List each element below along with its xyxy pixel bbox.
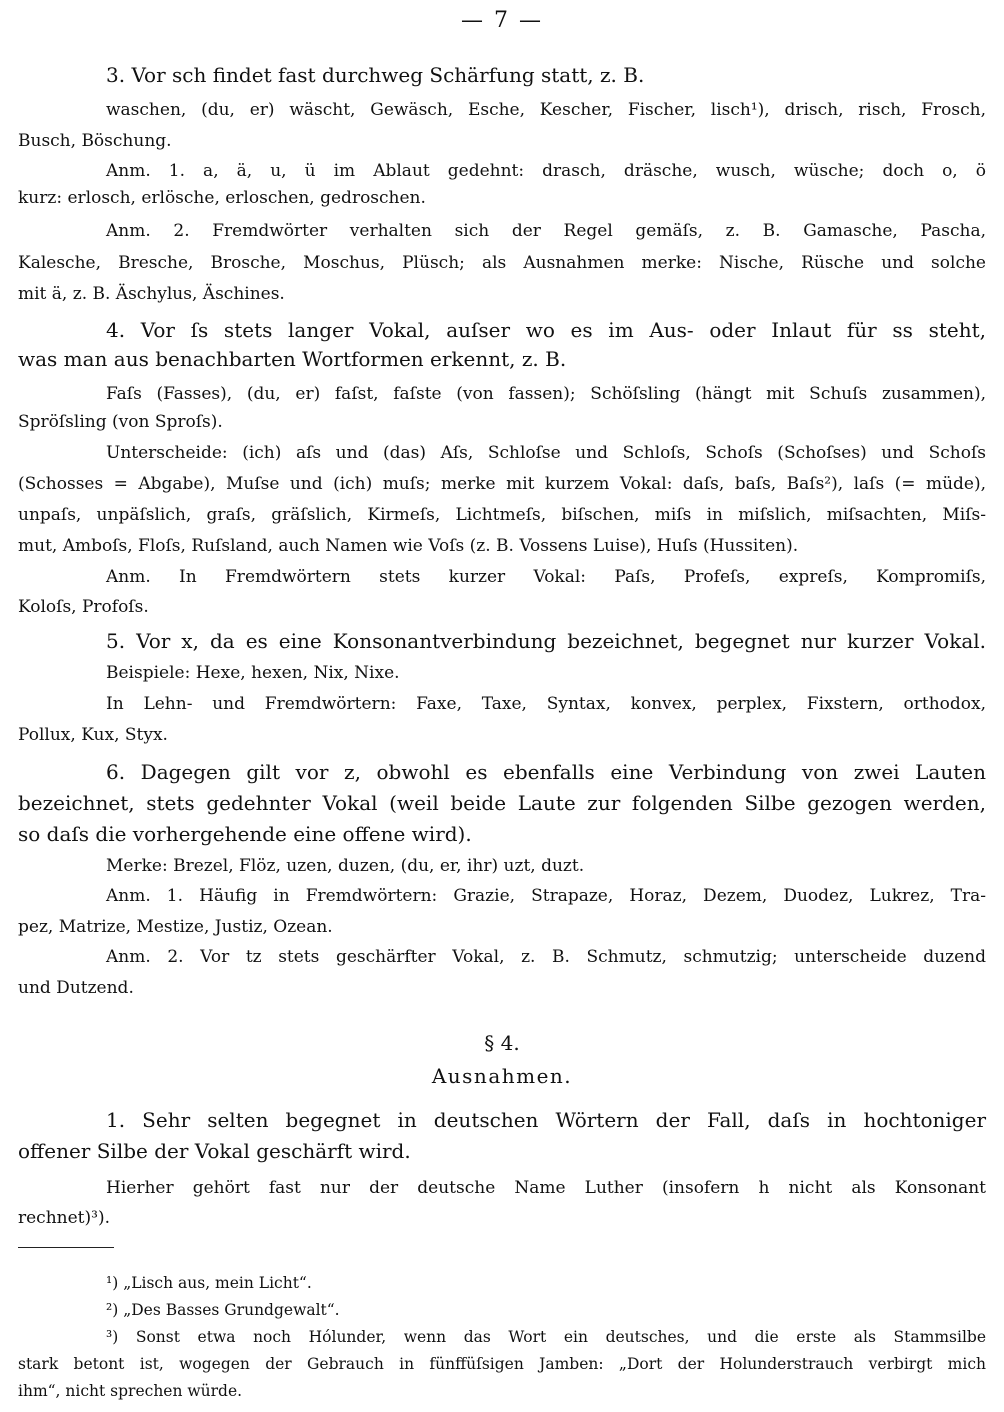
note-line: Anm. In Fremdwörtern stets kurzer Vokal: Paſs, Profeſs, expreſs, Kompromiſs, [106,567,986,587]
text-line: Faſs (Fasses), (du, er) faſst, faſste (von fassen); Schöſsling (hängt mit Schuſs zusammen), [106,384,986,404]
rule-6-heading-cont: bezeichnet, stets gedehnter Vokal (weil beide Laute zur folgenden Silbe gezogen werden, [18,791,986,815]
text-line: mut, Amboſs, Floſs, Ruſsland, auch Namen wie Voſs (z. B. Vossens Luise), Huſs (Hussiten). [18,536,799,556]
note-line: Anm. 1. a, ä, u, ü im Ablaut gedehnt: drasch, dräsche, wusch, wüsche; doch o, ö [106,161,986,181]
note-line: pez, Matrize, Mestize, Justiz, Ozean. [18,917,333,937]
text-line: Beispiele: Hexe, hexen, Nix, Nixe. [106,663,400,683]
text-line: Pollux, Kux, Styx. [18,725,168,745]
note-line: kurz: erlosch, erlösche, erloschen, gedroschen. [18,188,426,208]
text-line: waschen, (du, er) wäscht, Gewäsch, Esche, Kescher, Fischer, lisch¹), drisch, risch, Frosch, [106,100,986,120]
text-line: Busch, Böschung. [18,131,172,151]
rule-3-heading: 3. Vor sch findet fast durchweg Schärfung statt, z. B. [106,63,645,87]
footnote-3: ³) Sonst etwa noch Hólunder, wenn das Wort ein deutsches, und die erste als Stammsilbe [106,1328,986,1346]
footnote-3-cont: stark betont ist, wogegen der Gebrauch in fünffüſsigen Jamben: „Dort der Holunderstrauch verbirgt mich [18,1355,986,1373]
text-line: (Schosses = Abgabe), Muſse und (ich) muſs; merke mit kurzem Vokal: daſs, baſs, Baſs²), laſs (= müde), [18,474,986,494]
rule-1-heading: 1. Sehr selten begegnet in deutschen Wörtern der Fall, daſs in hochtoniger [106,1108,986,1132]
footnote-2: ²) „Des Basses Grundgewalt“. [106,1301,340,1319]
text-line: Spröſsling (von Sproſs). [18,412,223,432]
footnote-divider [18,1247,114,1248]
page-number: — 7 — [461,8,543,33]
section-title: Ausnahmen. [431,1064,573,1088]
section-number: § 4. [484,1031,520,1055]
footnote-1: ¹) „Lisch aus, mein Licht“. [106,1274,312,1292]
rule-4-heading: 4. Vor ſs stets langer Vokal, auſser wo es im Aus- oder Inlaut für ss steht, [106,318,986,342]
text-line: rechnet)³). [18,1208,110,1228]
rule-6-heading: 6. Dagegen gilt vor z, obwohl es ebenfalls eine Verbindung von zwei Lauten [106,760,986,784]
text-line: In Lehn- und Fremdwörtern: Faxe, Taxe, Syntax, konvex, perplex, Fixstern, orthodox, [106,694,986,714]
note-line: Anm. 1. Häufig in Fremdwörtern: Grazie, Strapaze, Horaz, Dezem, Duodez, Lukrez, Tra- [106,886,986,906]
note-line: Kalesche, Bresche, Brosche, Moschus, Plüsch; als Ausnahmen merke: Nische, Rüsche und solche [18,253,986,273]
note-line: mit ä, z. B. Äschylus, Äschines. [18,284,285,304]
footnote-3-cont: ihm“, nicht sprechen würde. [18,1382,243,1400]
rule-6-heading-cont: so daſs die vorhergehende eine offene wird). [18,822,472,846]
text-line: Merke: Brezel, Flöz, uzen, duzen, (du, er, ihr) uzt, duzt. [106,856,585,876]
rule-5-heading: 5. Vor x, da es eine Konsonantverbindung bezeichnet, begegnet nur kurzer Vokal. [106,629,986,653]
note-line: Anm. 2. Vor tz stets geschärfter Vokal, z. B. Schmutz, schmutzig; unterscheide duzend [106,947,986,967]
text-line: unpaſs, unpäſslich, graſs, gräſslich, Kirmeſs, Lichtmeſs, biſschen, miſs in miſslich, miſsachten, Miſs- [18,505,986,525]
note-line: und Dutzend. [18,978,134,998]
text-line: Hierher gehört fast nur der deutsche Name Luther (insofern h nicht als Konsonant [106,1178,986,1198]
note-line: Anm. 2. Fremdwörter verhalten sich der Regel gemäſs, z. B. Gamasche, Pascha, [106,221,986,241]
text-line: Unterscheide: (ich) aſs und (das) Aſs, Schloſse und Schloſs, Schoſs (Schoſses) und Schoſs [106,443,986,463]
note-line: Koloſs, Profoſs. [18,597,149,617]
rule-1-heading-cont: offener Silbe der Vokal geschärft wird. [18,1139,411,1163]
rule-4-heading-cont: was man aus benachbarten Wortformen erkennt, z. B. [18,347,567,371]
